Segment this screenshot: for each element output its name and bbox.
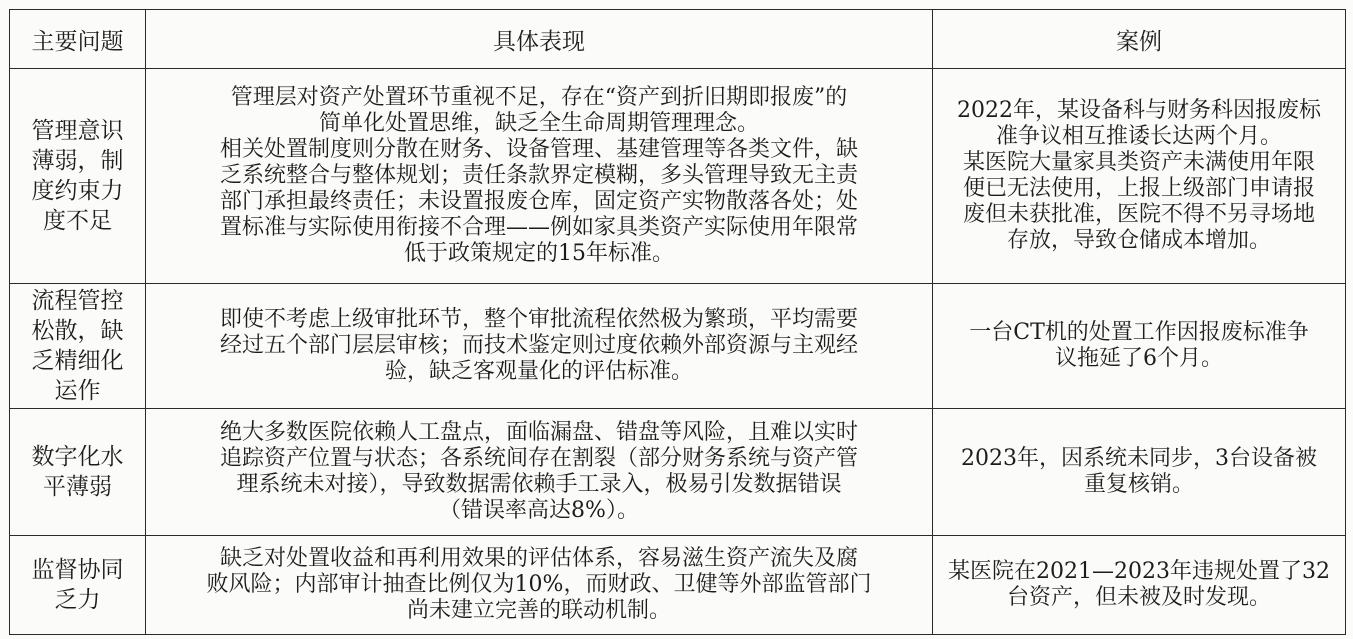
case-cell	[933, 284, 1346, 409]
details-text-line: 验，缺乏客观量化的评估标准。	[384, 359, 693, 384]
case-text-line: 某医院大量家具类资产未满使用年限	[962, 150, 1315, 175]
details-text-line: 经过五个部门层层审核；而技术鉴定则过度依赖外部资源与主观经	[219, 333, 858, 358]
details-cell	[146, 409, 933, 536]
case-text-line: 2023年，因系统未同步，3台设备被	[961, 446, 1317, 471]
problem-text-line: 平薄弱	[43, 474, 112, 500]
details-cell	[146, 69, 933, 284]
details-text-line: 相关处置制度则分散在财务、设备管理、基建管理等各类文件，缺	[219, 137, 858, 162]
case-text-line: 准争议相互推诿长达两个月。	[995, 124, 1282, 149]
case-cell	[933, 69, 1346, 284]
details-text-line: 乏系统整合与整体规划；责任条款界定模糊，多头管理导致无主责	[219, 163, 858, 188]
problem-text-line: 数字化水	[31, 444, 124, 470]
problems-table	[9, 9, 1346, 635]
case-text-line: 重复核销。	[1083, 472, 1194, 497]
problem-text-line: 乏精细化	[31, 348, 124, 374]
details-text-line: 追踪资产位置与状态；各系统间存在割裂（部分财务系统与资产管	[219, 446, 858, 471]
problem-text-line: 薄弱，制	[31, 148, 124, 174]
problem-cell	[10, 69, 146, 284]
details-cell	[146, 536, 933, 635]
problem-cell	[10, 409, 146, 536]
details-text-line: 败风险；内部审计抽查比例仅为10%，而财政、卫健等外部监管部门	[206, 572, 872, 597]
case-text-line: 2022年，某设备科与财务科因报废标	[957, 98, 1321, 123]
table-row	[10, 69, 1346, 284]
problem-text-line: 管理意识	[31, 118, 124, 144]
details-text-line: 即使不考虑上级审批环节，整个审批流程依然极为繁琐，平均需要	[219, 307, 858, 332]
details-text-line: 简单化处置思维，缺乏全生命周期管理理念。	[318, 111, 759, 136]
header-specific-manifestation: 具体表现	[146, 10, 933, 69]
case-text-line: 便已无法使用，上报上级部门申请报	[962, 176, 1315, 201]
table-row	[10, 536, 1346, 635]
details-text-line: 置标准与实际使用衔接不合理——例如家具类资产实际使用年限常	[219, 215, 858, 240]
details-text-line: 管理层对资产处置环节重视不足，存在“资产到折旧期即报废”的	[230, 85, 848, 110]
problem-text-line: 松散，缺	[31, 318, 124, 344]
table-row	[10, 284, 1346, 409]
problem-text-line: 度约束力	[31, 178, 124, 204]
case-cell	[933, 536, 1346, 635]
problem-text-line: 乏力	[54, 587, 101, 613]
problem-cell	[10, 284, 146, 409]
details-text-line: 理系统未对接），导致数据需依赖手工录入，极易引发数据错误	[236, 472, 842, 497]
header-case: 案例	[933, 10, 1346, 69]
table-row	[10, 409, 1346, 536]
details-text-line: 绝大多数医院依赖人工盘点，面临漏盘、错盘等风险，且难以实时	[219, 420, 858, 445]
case-text-line: 台资产，但未被及时发现。	[1006, 585, 1271, 610]
details-text-line: 缺乏对处置收益和再利用效果的评估体系，容易滋生资产流失及腐	[219, 546, 858, 571]
problem-text-line: 流程管控	[31, 288, 124, 314]
case-text-line: 某医院在2021—2023年违规处置了32	[948, 559, 1330, 584]
case-cell	[933, 409, 1346, 536]
details-text-line: 尚未建立完善的联动机制。	[406, 598, 671, 623]
case-text-line: 一台CT机的处置工作因报废标准争	[969, 320, 1309, 345]
case-text-line: 议拖延了6个月。	[1055, 346, 1223, 371]
details-text-line: 部门承担最终责任；未设置报废仓库，固定资产实物散落各处；处	[219, 189, 858, 214]
problem-text-line: 运作	[54, 378, 101, 404]
details-text-line: （错误率高达8%）。	[439, 498, 639, 523]
problem-text-line: 度不足	[43, 208, 112, 234]
table-header-row	[10, 10, 1346, 69]
header-main-problem: 主要问题	[10, 10, 146, 69]
case-text-line: 存放，导致仓储成本增加。	[1006, 228, 1271, 253]
details-cell	[146, 284, 933, 409]
case-text-line: 废但未获批准，医院不得不另寻场地	[962, 202, 1315, 227]
problem-cell	[10, 536, 146, 635]
details-text-line: 低于政策规定的15年标准。	[404, 241, 674, 266]
problem-text-line: 监督协同	[31, 557, 124, 583]
problems-table-container	[9, 9, 1345, 635]
